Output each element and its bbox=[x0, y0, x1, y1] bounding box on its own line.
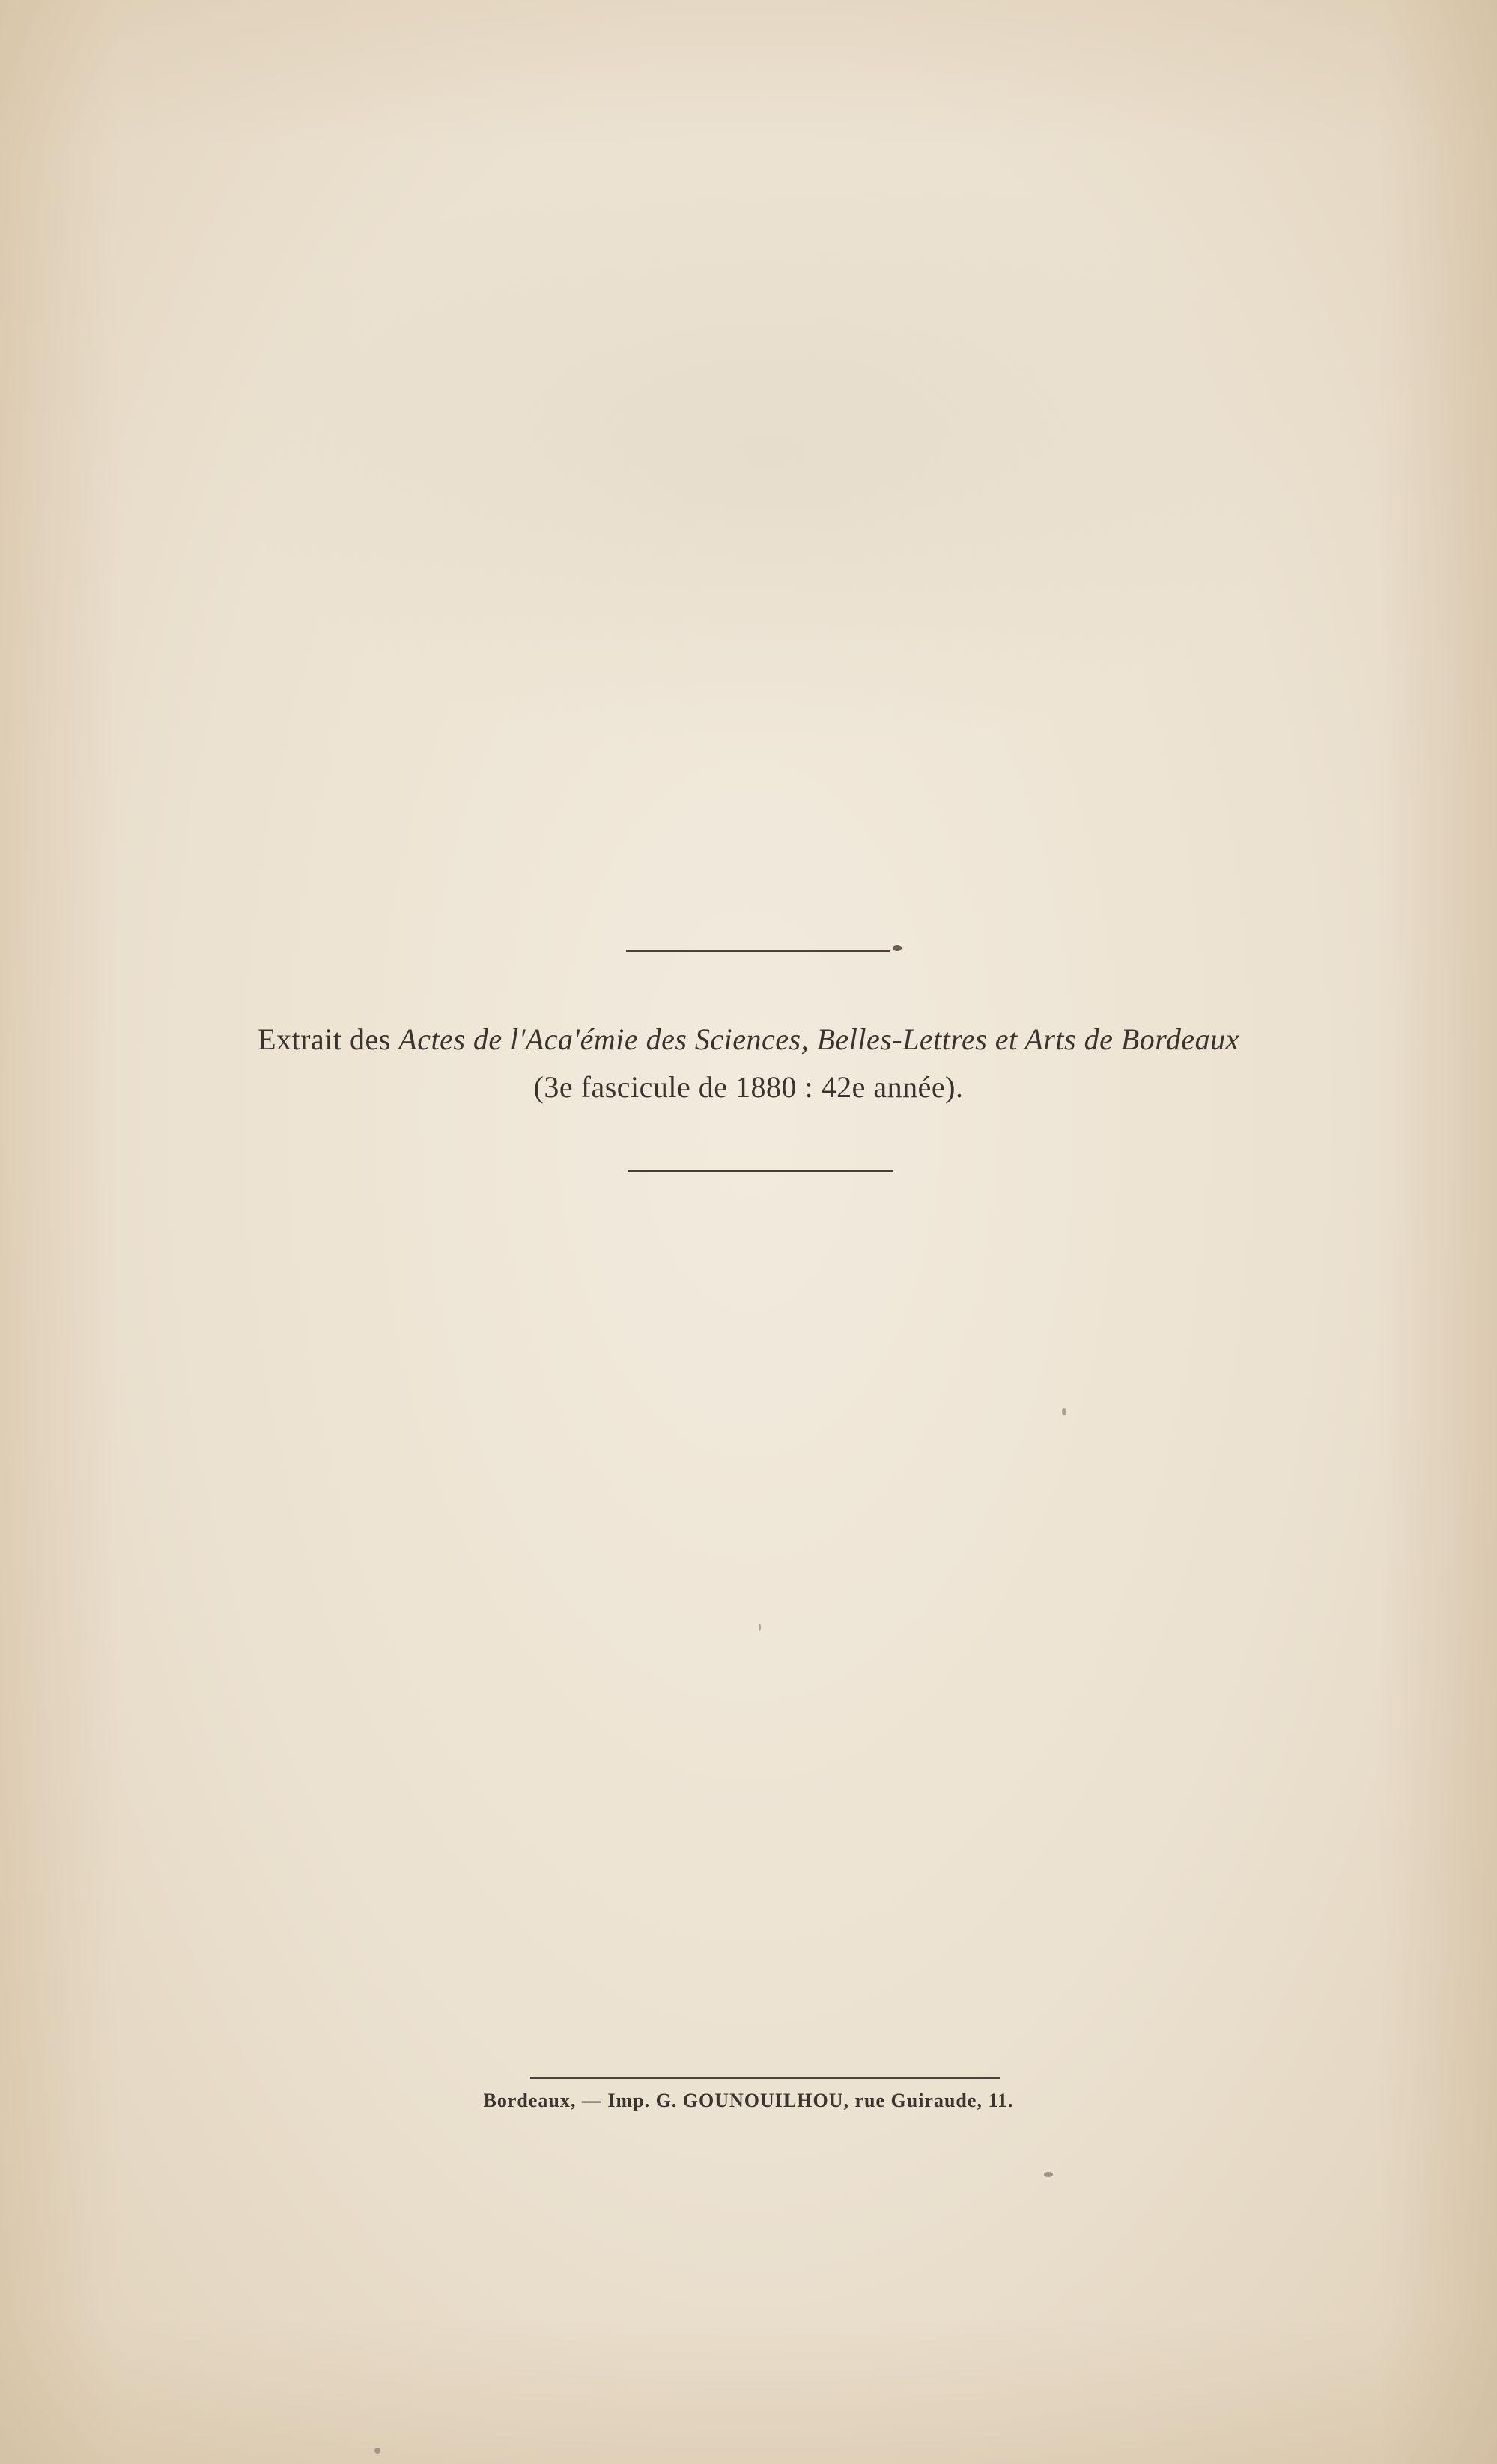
extract-line bbox=[0, 1022, 1497, 1057]
top-rule bbox=[626, 950, 890, 952]
ink-speck bbox=[759, 1624, 761, 1631]
journal-title: Actes de l'Aca'émie des Sciences, Belles-Lettres et Arts de Bordeaux bbox=[398, 1022, 1239, 1056]
ink-speck bbox=[374, 2448, 380, 2454]
bleed-through-shadow bbox=[225, 150, 1311, 764]
ink-speck bbox=[1062, 1408, 1066, 1415]
footer-rule bbox=[530, 2077, 1000, 2079]
fascicle-details: (3e fascicule de 1880 : 42e année). bbox=[533, 1070, 964, 1104]
printer-imprint: Bordeaux, — Imp. G. GOUNOUILHOU, rue Guiraude, 11. bbox=[483, 2090, 1014, 2111]
extract-intro: Extrait des bbox=[258, 1022, 399, 1056]
middle-rule bbox=[628, 1170, 893, 1172]
ink-speck bbox=[1044, 2172, 1053, 2177]
ink-speck bbox=[893, 945, 902, 951]
